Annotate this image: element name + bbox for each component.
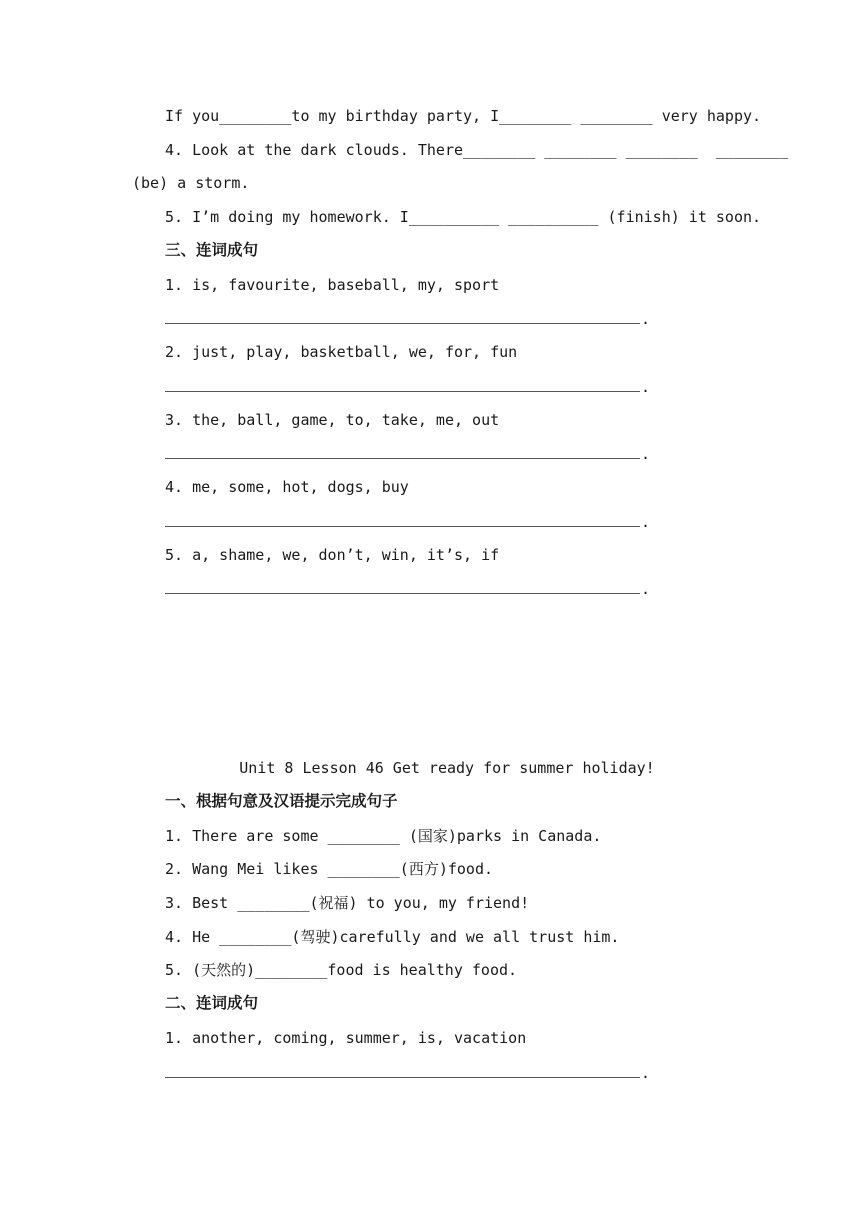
word-order-item-b1: 1. another, coming, summer, is, vacation bbox=[165, 1029, 527, 1047]
answer-line-2[interactable] bbox=[165, 391, 640, 392]
answer-line-4[interactable] bbox=[165, 526, 640, 527]
question-5: 5. I’m doing my homework. I__________ __________ (finish) it soon. bbox=[165, 208, 762, 226]
fill-blank-item-1: 1. There are some ________ (国家)parks in Canada. bbox=[165, 827, 602, 845]
word-order-item-4: 4. me, some, hot, dogs, buy bbox=[165, 478, 409, 496]
answer-line-5[interactable] bbox=[165, 593, 640, 594]
word-order-item-3: 3. the, ball, game, to, take, me, out bbox=[165, 411, 500, 429]
question-4-line-2: (be) a storm. bbox=[132, 174, 250, 192]
answer-line-3[interactable] bbox=[165, 458, 640, 459]
word-order-item-5: 5. a, shame, we, don’t, win, it’s, if bbox=[165, 546, 500, 564]
sentence-continuation: If you________to my birthday party, I________ ________ very happy. bbox=[165, 107, 762, 125]
fill-blank-item-3: 3. Best ________(祝福) to you, my friend! bbox=[165, 894, 530, 912]
lesson-title: Unit 8 Lesson 46 Get ready for summer holiday! bbox=[239, 759, 655, 777]
section-3-heading: 三、连词成句 bbox=[165, 241, 259, 259]
section-1-heading: 一、根据句意及汉语提示完成句子 bbox=[165, 792, 398, 810]
fill-blank-item-5: 5. (天然的)________food is healthy food. bbox=[165, 961, 518, 979]
answer-period: . bbox=[641, 378, 651, 396]
section-2-heading: 二、连词成句 bbox=[165, 994, 259, 1012]
answer-period: . bbox=[641, 445, 651, 463]
answer-period: . bbox=[641, 310, 651, 328]
word-order-item-2: 2. just, play, basketball, we, for, fun bbox=[165, 343, 518, 361]
fill-blank-item-4: 4. He ________(驾驶)carefully and we all trust him. bbox=[165, 928, 620, 946]
answer-line-1[interactable] bbox=[165, 323, 640, 324]
answer-period: . bbox=[641, 513, 651, 531]
fill-blank-item-2: 2. Wang Mei likes ________(西方)food. bbox=[165, 860, 494, 878]
answer-period: . bbox=[641, 580, 651, 598]
word-order-item-1: 1. is, favourite, baseball, my, sport bbox=[165, 276, 500, 294]
answer-period: . bbox=[641, 1064, 651, 1082]
question-4-line-1: 4. Look at the dark clouds. There________ ________ ________ ________ bbox=[165, 141, 789, 159]
answer-line-b1[interactable] bbox=[165, 1077, 640, 1078]
